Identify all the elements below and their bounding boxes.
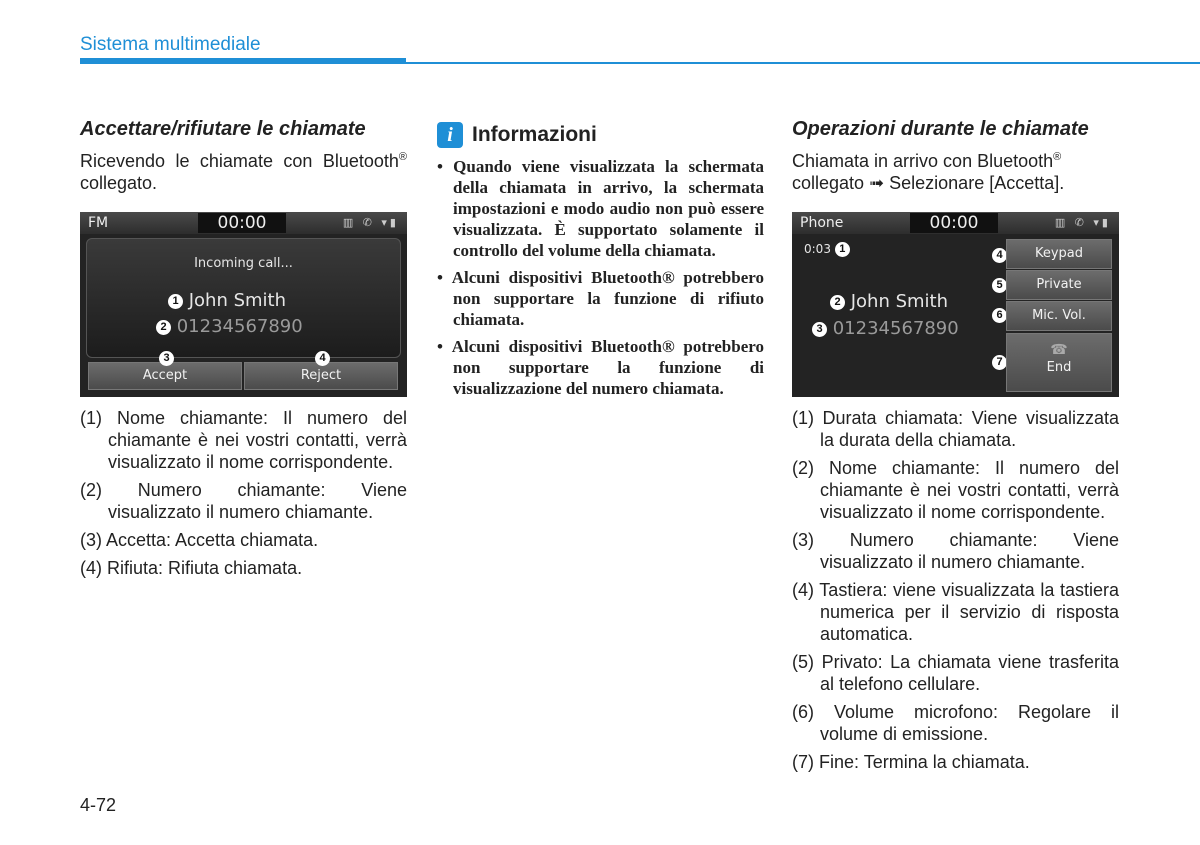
info-icon: i [437, 122, 463, 148]
caller-number-row [156, 316, 303, 337]
list-item: (1) Nome chiamante: Il numero del chiamante è nei vostri contatti, verrà visualizzato il nome corrispondente. [80, 408, 407, 472]
info-bullet-text: Alcuni dispositivi Bluetooth® potrebbero non supportare la funzione di visualizzazione del numero chiamata. [451, 337, 764, 398]
info-box [437, 114, 764, 405]
section-intro [792, 150, 1119, 194]
header-title: Sistema multimediale [80, 34, 261, 55]
list-item: (7) Fine: Termina la chiamata. [792, 752, 1030, 772]
right-column [792, 114, 1119, 779]
caller-name-row [168, 290, 286, 311]
caller-number: 01234567890 [832, 318, 959, 339]
list-item: (6) Volume microfono: Regolare il volume di emissione. [792, 702, 1119, 744]
caller-number: 01234567890 [176, 316, 303, 337]
list-item: (4) Rifiuta: Rifiuta chiamata. [80, 558, 303, 578]
accept-button[interactable] [88, 352, 242, 390]
section-heading: Accettare/rifiutare le chiamate [80, 118, 366, 140]
keypad-label: Keypad [1034, 246, 1084, 261]
callout-4: 4 [315, 351, 330, 366]
info-bullet: • Quando viene visualizzata la schermata della chiamata in arrivo, la schermata impostazioni e modo audio non può essere visualizzata. È supportato solamente il controllo del volume della chiamata. [437, 157, 764, 260]
header-rule-thick [80, 58, 406, 64]
callout-3: 3 [812, 322, 827, 337]
callout-2: 2 [830, 295, 845, 310]
screen-status-bar [80, 212, 407, 234]
registered-mark: ® [1053, 151, 1062, 163]
caller-name: John Smith [850, 291, 949, 312]
info-bullet: • Alcuni dispositivi Bluetooth® potrebbero non supportare la funzione di rifiuto chiamata. [437, 268, 764, 329]
registered-mark: ® [398, 151, 407, 163]
caller-name: John Smith [188, 290, 287, 311]
incoming-message: Incoming call... [194, 256, 293, 271]
incoming-call-screen [80, 212, 407, 397]
mic-volume-button[interactable] [1006, 301, 1112, 331]
list-item: (4) Tastiera: viene visualizzata la tastiera numerica per il servizio di risposta automatica. [792, 580, 1119, 644]
info-title: Informazioni [472, 123, 597, 146]
info-bullet-text: Quando viene visualizzata la schermata della chiamata in arrivo, la schermata impostazioni e modo audio non può essere visualizzata. È supportato solamente il controllo del volume della chiamata. [453, 157, 764, 260]
intro-text: Chiamata in arrivo con Bluetooth [792, 151, 1054, 171]
section-heading: Operazioni durante le chiamate [792, 118, 1089, 140]
intro-text-end: collegato ➟ Selezionare [Accetta]. [792, 173, 1065, 193]
caller-number-row [812, 318, 959, 339]
screen-status-bar [792, 212, 1119, 234]
list-item: (3) Accetta: Accetta chiamata. [80, 530, 319, 550]
info-header [437, 122, 764, 148]
end-call-button[interactable] [1006, 333, 1112, 392]
caller-name-row [830, 291, 948, 312]
left-column [80, 114, 407, 585]
end-label: End [1046, 360, 1072, 375]
header-rule-thin [406, 62, 1200, 64]
callout-6: 6 [992, 308, 1007, 323]
callout-7: 7 [992, 355, 1007, 370]
reject-button[interactable] [244, 352, 398, 390]
callout-1: 1 [168, 294, 183, 309]
source-label: FM [88, 215, 109, 231]
list-item: (3) Numero chiamante: Viene visualizzato il numero chiamante. [792, 530, 1119, 572]
clock: 00:00 [910, 213, 998, 233]
private-label: Private [1036, 277, 1082, 292]
callout-3: 3 [159, 351, 174, 366]
end-call-icon: ☎ [1050, 342, 1068, 358]
status-icons: ▥ ✆ ▾▮ [342, 216, 399, 229]
callout-5: 5 [992, 278, 1007, 293]
info-bullets [437, 156, 764, 399]
left-legend-list [80, 407, 407, 579]
reject-label: Reject [300, 368, 342, 383]
status-icons: ▥ ✆ ▾▮ [1054, 216, 1111, 229]
clock: 00:00 [198, 213, 286, 233]
intro-text-end: collegato. [80, 173, 158, 193]
callout-1: 1 [835, 242, 850, 257]
private-button[interactable] [1006, 270, 1112, 300]
list-item: (2) Nome chiamante: Il numero del chiamante è nei vostri contatti, verrà visualizzato il nome corrispondente. [792, 458, 1119, 522]
callout-2: 2 [156, 320, 171, 335]
info-bullet-text: Alcuni dispositivi Bluetooth® potrebbero non supportare la funzione di rifiuto chiamata. [451, 268, 764, 329]
right-legend-list [792, 407, 1119, 773]
source-label: Phone [800, 215, 844, 231]
call-duration: 0:03 [804, 242, 831, 256]
intro-text: Ricevendo le chiamate con Bluetooth [80, 151, 399, 171]
duration-row [804, 242, 850, 257]
list-item: (5) Privato: La chiamata viene trasferita al telefono cellulare. [792, 652, 1119, 694]
list-item: (1) Durata chiamata: Viene visualizzata la durata della chiamata. [792, 408, 1119, 450]
callout-4: 4 [992, 248, 1007, 263]
list-item: (2) Numero chiamante: Viene visualizzato il numero chiamante. [80, 480, 407, 522]
page-number: 4-72 [80, 795, 117, 815]
mic-volume-label: Mic. Vol. [1032, 308, 1086, 323]
info-bullet: • Alcuni dispositivi Bluetooth® potrebbero non supportare la funzione di visualizzazione del numero chiamata. [437, 337, 764, 398]
keypad-button[interactable] [1006, 239, 1112, 269]
section-intro [80, 150, 407, 194]
accept-label: Accept [142, 368, 188, 383]
in-call-screen [792, 212, 1119, 397]
